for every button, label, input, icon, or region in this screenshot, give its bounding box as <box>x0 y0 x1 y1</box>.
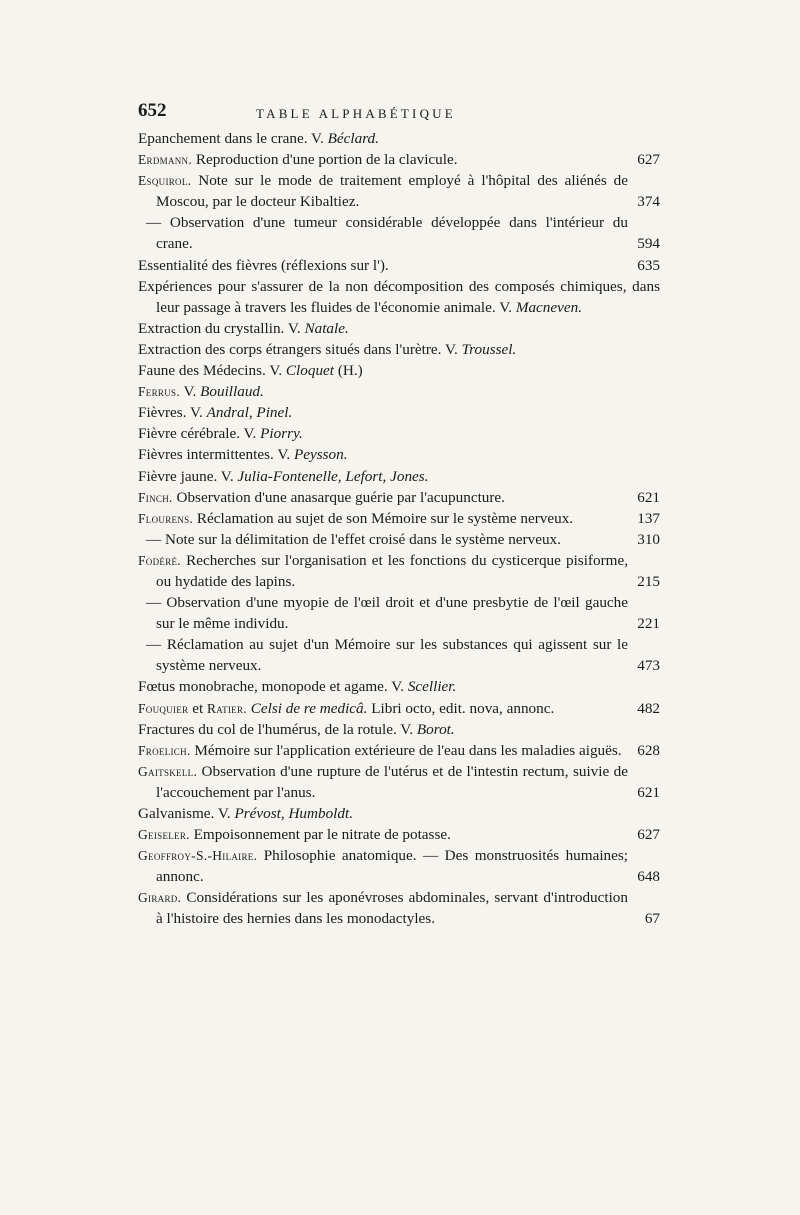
entry-author: Ratier. <box>206 700 247 716</box>
entry-author: Girard. <box>138 890 182 906</box>
entry-author: Ferrus. <box>138 384 180 400</box>
entry-text: V. <box>180 383 201 401</box>
running-title: TABLE ALPHABÉTIQUE <box>256 106 456 121</box>
entry-page-number: 621 <box>637 783 660 801</box>
page-header <box>138 100 660 128</box>
page-number: 652 <box>138 100 167 121</box>
entry-text: Galvanisme. V. <box>138 805 235 822</box>
entry-page-number: 137 <box>637 509 660 527</box>
index-entry <box>138 550 660 592</box>
entry-reference: Celsi de re medicâ. <box>246 699 368 717</box>
entry-reference: Julia-Fontenelle, Lefort, Jones. <box>237 467 429 485</box>
entry-reference: Macneven. <box>515 298 583 316</box>
entry-page-number: 221 <box>637 615 660 633</box>
entry-page-number: 621 <box>637 488 660 506</box>
entry-text: Observation d'une rupture de l'utérus et de l'intestin rectum, suivie de l'accouchement par l'anus. <box>156 762 628 801</box>
index-entry <box>138 887 660 929</box>
entry-text: Empoisonnement par le nitrate de potasse. <box>189 826 451 844</box>
entry-text: — Observation d'une tumeur considérable développée dans l'intérieur du crane. <box>146 214 628 253</box>
entry-text: Observation d'une anasarque guérie par l'acupuncture. <box>172 488 505 506</box>
entry-author: Esquirol. <box>138 173 192 189</box>
index-entry <box>138 676 660 697</box>
entry-text: Fractures du col de l'humérus, de la rotule. V. <box>138 720 417 738</box>
entry-page-number: 628 <box>637 741 660 759</box>
index-entry <box>138 444 660 465</box>
index-page <box>138 100 660 930</box>
entry-page-number: 310 <box>637 530 660 548</box>
index-entry <box>138 529 660 550</box>
entry-text: Fièvre cérébrale. V. <box>138 425 261 443</box>
entry-text: Considérations sur les aponévroses abdominales, servant d'introduction à l'histoire des hernies dans les monodactyles. <box>156 889 628 928</box>
entry-page-number: 473 <box>637 657 660 675</box>
index-entry <box>138 318 660 339</box>
entry-text: Reproduction d'une portion de la clavicule. <box>192 151 458 169</box>
entry-text: — Réclamation au sujet d'un Mémoire sur les substances qui agissent sur le système nerveux. <box>146 636 628 675</box>
index-entry <box>138 423 660 444</box>
entry-reference: Bouillaud. <box>200 383 264 401</box>
entry-author: Fodéré. <box>138 552 181 568</box>
entry-page-number: 635 <box>637 256 660 274</box>
entry-text: Recherches sur l'organisation et les fonctions du cysticerque pisiforme, ou hydatide des lapins. <box>156 551 628 590</box>
entry-text: Epanchement dans le crane. V. <box>138 130 328 147</box>
index-entry <box>138 170 660 212</box>
entry-text: Philosophie anatomique. — Des monstruosités humaines; annonc. <box>156 847 628 886</box>
index-entry <box>138 487 660 508</box>
index-entry <box>138 740 660 761</box>
index-entry <box>138 698 660 719</box>
entry-text-tail: Libri octo, edit. nova, annonc. <box>367 699 555 717</box>
index-entry <box>138 719 660 740</box>
entry-reference: Troussel. <box>461 340 517 358</box>
entry-page-number: 374 <box>637 193 660 211</box>
entry-page-number: 627 <box>637 151 660 169</box>
entry-reference: Borot. <box>416 720 455 738</box>
index-entry <box>138 845 660 887</box>
index-entry <box>138 466 660 487</box>
entry-text: Mémoire sur l'application extérieure de l'eau dans les maladies aiguës. <box>190 741 622 759</box>
entry-reference: Prévost, Humboldt. <box>234 805 354 822</box>
index-entry <box>138 212 660 254</box>
entry-reference: Piorry. <box>260 425 303 443</box>
entry-author: Geiseler. <box>138 827 190 843</box>
index-entry <box>138 339 660 360</box>
entry-author: Geoffroy-S.-Hilaire. <box>138 848 258 864</box>
index-entry <box>138 824 660 845</box>
entry-text-tail: (H.) <box>334 362 363 380</box>
entry-page-number: 627 <box>637 826 660 844</box>
entry-text: Essentialité des fièvres (réflexions sur l'). <box>138 256 389 274</box>
index-entry <box>138 634 660 676</box>
entry-page-number: 67 <box>644 910 660 928</box>
entry-author: Flourens. <box>138 510 194 526</box>
entry-author: Froelich. <box>138 742 191 758</box>
index-entries <box>138 128 660 930</box>
index-entry <box>138 276 660 318</box>
entry-text: Note sur le mode de traitement employé à l'hôpital des aliénés de Moscou, par le docteur Kibaltiez. <box>156 172 628 211</box>
index-entry <box>138 803 660 824</box>
index-entry <box>138 360 660 381</box>
entry-text: Réclamation au sujet de son Mémoire sur le système nerveux. <box>193 509 574 527</box>
entry-author: Fouquier <box>138 700 189 716</box>
entry-page-number: 215 <box>637 572 660 590</box>
entry-text: Fièvres intermittentes. V. <box>138 446 294 464</box>
entry-reference: Andral, Pinel. <box>206 404 293 422</box>
index-entry <box>138 402 660 423</box>
index-entry <box>138 381 660 402</box>
entry-reference: Béclard. <box>327 130 379 147</box>
entry-reference: Peysson. <box>293 446 348 464</box>
entry-text: — Note sur la délimitation de l'effet croisé dans le système nerveux. <box>146 530 561 548</box>
entry-text: et <box>188 699 207 717</box>
entry-author: Erdmann. <box>138 152 193 168</box>
entry-text: Fœtus monobrache, monopode et agame. V. <box>138 678 408 696</box>
index-entry <box>138 128 660 149</box>
index-entry <box>138 761 660 803</box>
entry-text: — Observation d'une myopie de l'œil droit et d'une presbytie de l'œil gauche sur le même individu. <box>146 594 628 633</box>
entry-text: Extraction des corps étrangers situés dans l'urètre. V. <box>138 340 462 358</box>
entry-author: Finch. <box>138 489 173 505</box>
entry-text: Faune des Médecins. V. <box>138 362 286 380</box>
index-entry <box>138 149 660 170</box>
entry-text: Fièvre jaune. V. <box>138 467 238 485</box>
entry-page-number: 594 <box>637 235 660 253</box>
entry-author: Gaitskell. <box>138 763 198 779</box>
entry-page-number: 482 <box>637 699 660 717</box>
entry-reference: Natale. <box>304 319 349 337</box>
entry-reference: Cloquet <box>285 362 335 380</box>
entry-text: Expériences pour s'assurer de la non décomposition des composés chimiques, dans leur passage à travers les fluides de l'économie animale. V. <box>138 277 660 316</box>
index-entry <box>138 508 660 529</box>
index-entry <box>138 592 660 634</box>
entry-page-number: 648 <box>637 868 660 886</box>
entry-text: Fièvres. V. <box>138 404 207 422</box>
entry-reference: Scellier. <box>407 678 457 696</box>
index-entry <box>138 255 660 276</box>
entry-text: Extraction du crystallin. V. <box>138 319 305 337</box>
